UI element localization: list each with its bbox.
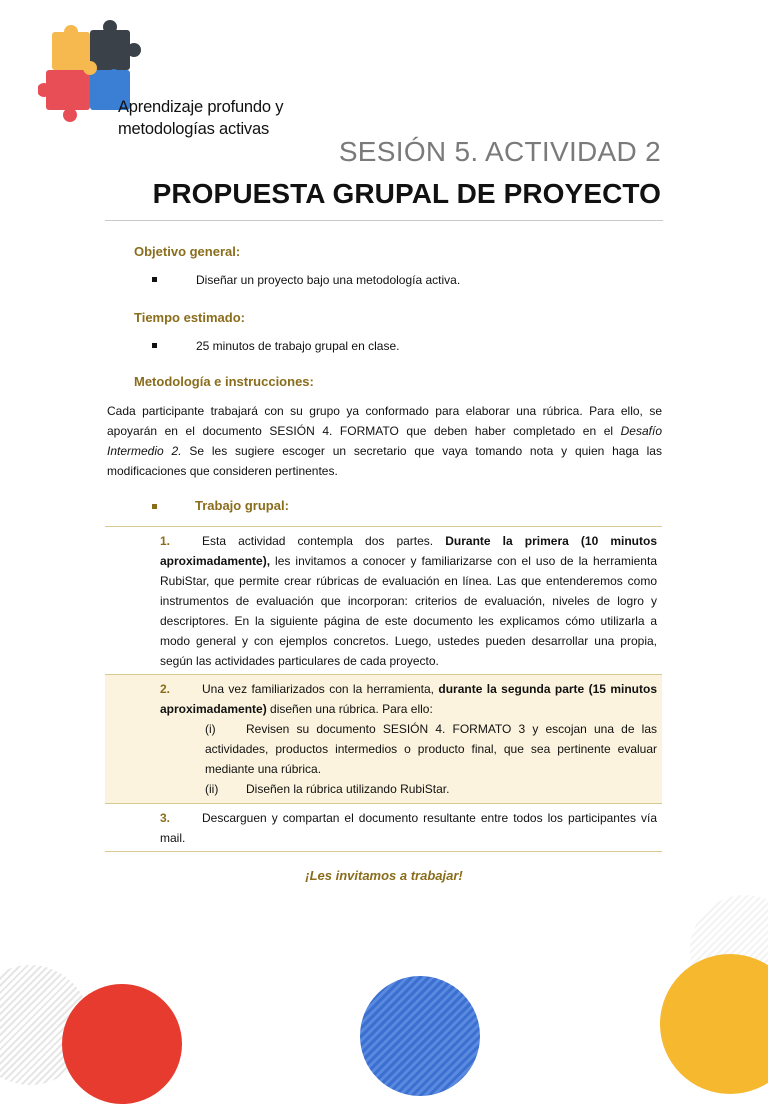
para-text-b: Se les sugiere escoger un secretario que vaya tomando nota y quien haga las modificaciones que consideren pertinentes. xyxy=(107,444,662,478)
metodologia-paragraph xyxy=(107,401,662,481)
step-text-bold: Durante la primera (10 minutos aproximadamente), xyxy=(160,534,657,568)
step-3 xyxy=(160,808,657,848)
trabajo-heading-text: Trabajo grupal: xyxy=(195,498,289,513)
step-number: 2. xyxy=(160,682,171,696)
step-2-sub-1 xyxy=(205,719,657,779)
brand-line-1: Aprendizaje profundo y xyxy=(118,98,284,116)
table-line-top xyxy=(105,526,662,527)
sub-number: (i) xyxy=(205,722,216,736)
step-text: Esta actividad contempla dos partes. xyxy=(202,534,446,548)
step-text-bold: durante la segunda parte (15 minutos aproximadamente) xyxy=(160,682,657,716)
step-number: 1. xyxy=(160,534,171,548)
brand-title xyxy=(118,96,283,140)
objetivo-bullet-text: Diseñar un proyecto bajo una metodología activa. xyxy=(196,273,461,287)
decor-circle-red xyxy=(62,984,182,1104)
brand-line-2: metodologías activas xyxy=(118,120,270,138)
step-text: Descarguen y compartan el documento resultante entre todos los participantes vía mail. xyxy=(160,811,657,845)
step-text: Una vez familiarizados con la herramienta, xyxy=(202,682,439,696)
bullet-square-icon xyxy=(152,343,157,348)
decor-circle-blue xyxy=(360,976,480,1096)
sub-number: (ii) xyxy=(205,782,219,796)
page-title: PROPUESTA GRUPAL DE PROYECTO xyxy=(152,178,661,209)
table-line-bottom xyxy=(105,851,662,852)
step-1 xyxy=(160,531,657,671)
step-text: les invitamos a conocer y familiarizarse con el uso de la herramienta RubiStar, que permite crear rúbricas de evaluación en línea. Las que entenderemos como instrumentos de evaluación que incorporan: criterios de evaluación, niveles de logro y descriptores. En la siguiente página de este documento les explicamos cómo utilizarla a modo general y con ejemplos concretos. Luego, ustedes pueden desarrollar una propia, según las actividades particulares de cada proyecto. xyxy=(160,554,657,668)
decor-circle-yellow xyxy=(660,954,768,1094)
tiempo-bullet-text: 25 minutos de trabajo grupal en clase. xyxy=(196,339,400,353)
title-divider xyxy=(105,220,663,221)
table-line xyxy=(105,674,662,675)
bullet-square-icon xyxy=(152,504,157,509)
sub-text: Revisen su documento SESIÓN 4. FORMATO 3 y escojan una de las actividades, productos intermedios o producto final, que sea pertinente evaluar mediante una rúbrica. xyxy=(205,722,657,776)
closing-message: ¡Les invitamos a trabajar! xyxy=(305,868,463,883)
para-emphasis: Desafío Intermedio 2. xyxy=(107,424,662,458)
tiempo-heading: Tiempo estimado: xyxy=(134,310,246,325)
step-2 xyxy=(160,679,657,719)
step-2-sub-2 xyxy=(205,779,657,799)
sub-text: Diseñen la rúbrica utilizando RubiStar. xyxy=(246,782,450,796)
step-text: diseñen una rúbrica. Para ello: xyxy=(266,702,433,716)
objetivo-heading: Objetivo general: xyxy=(134,244,241,259)
para-text-a: Cada participante trabajará con su grupo ya conformado para elaborar una rúbrica. Para ello, se apoyarán en el documento SESIÓN 4. FORMATO que deben haber completado en el xyxy=(107,404,662,438)
step-number: 3. xyxy=(160,811,171,825)
bullet-square-icon xyxy=(152,277,157,282)
session-heading: SESIÓN 5. ACTIVIDAD 2 xyxy=(338,136,661,167)
metodologia-heading: Metodología e instrucciones: xyxy=(134,374,314,389)
table-line xyxy=(105,803,662,804)
